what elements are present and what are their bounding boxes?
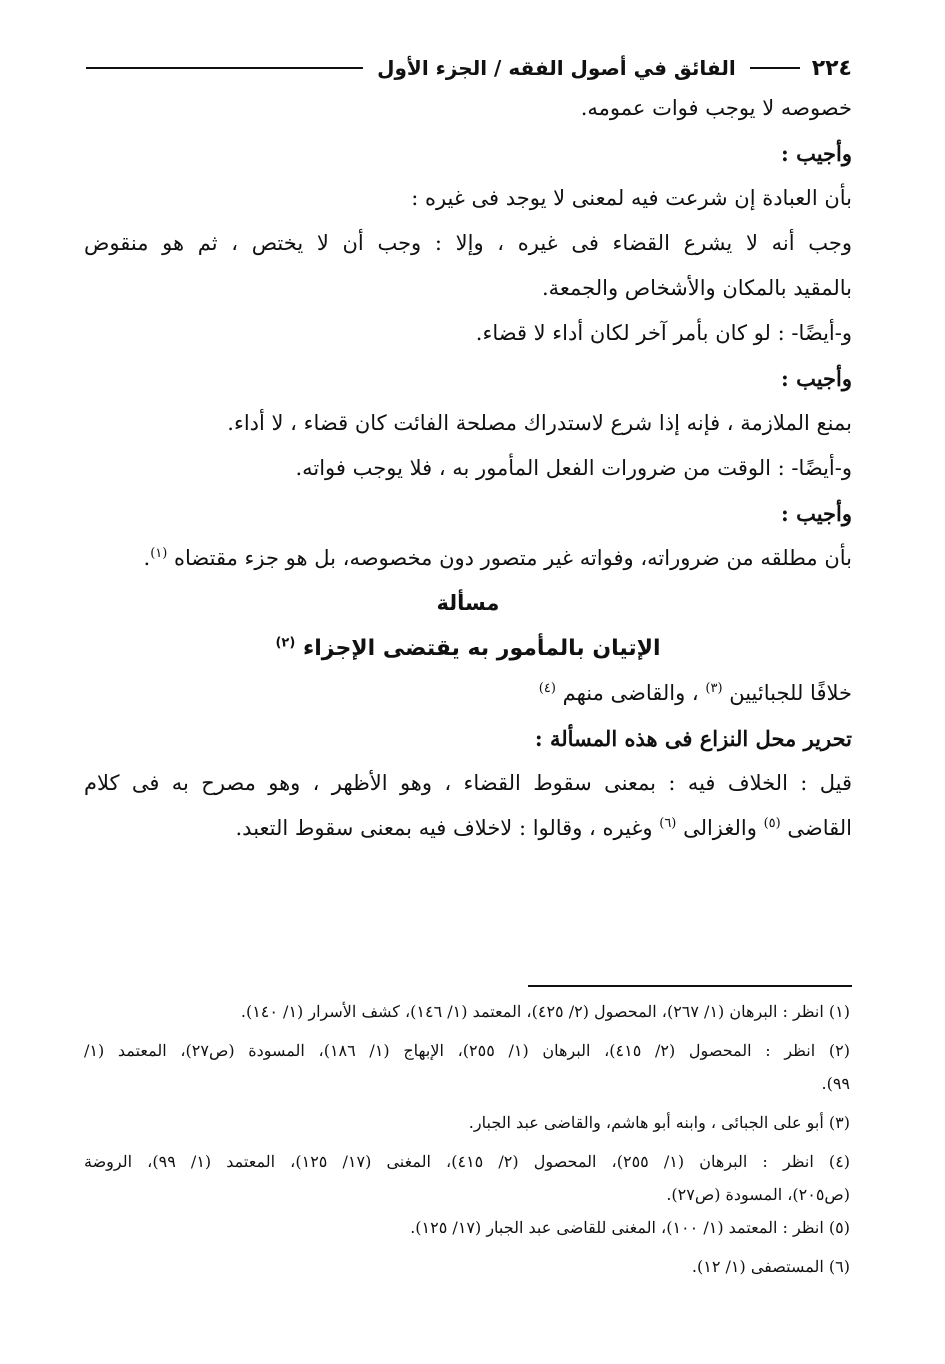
text-line: و-أيضًا- : الوقت من ضرورات الفعل المأمور به ، فلا يوجب فواته. <box>295 456 852 480</box>
text-line: تحرير محل النزاع فى هذه المسألة : <box>534 726 852 751</box>
text-line: قيل : الخلاف فيه : بمعنى سقوط القضاء ، وهو الأظهر ، وهو مصرح به فى كلام <box>84 771 852 795</box>
footnote: (١) انظر : البرهان (١/ ٢٦٧)، المحصول (٢/ ٤٢٥)، المعتمد (١/ ١٤٦)، كشف الأسرار (١/ ١٤٠). <box>240 1002 850 1021</box>
footnote-ref: (٦) <box>659 816 677 831</box>
text-line <box>84 806 852 851</box>
text-line <box>84 671 852 716</box>
footnote-ref: (٢) <box>275 635 296 651</box>
footnote-continuation: (ص٢٠٥)، المسودة (ص٢٧). <box>666 1185 850 1204</box>
text-span: وغيره ، وقالوا : لاخلاف فيه بمعنى سقوط التعبد. <box>235 816 653 840</box>
header-rule-right <box>750 67 800 69</box>
text-span: بأن مطلقه من ضروراته، وفواته غير متصور دون مخصوصه، بل هو جزء مقتضاه <box>174 546 852 570</box>
footnote-ref: (١) <box>150 546 168 561</box>
main-text <box>84 86 852 851</box>
text-span: والغزالى <box>683 816 757 840</box>
text-line: وأجيب : <box>781 366 852 391</box>
footnotes <box>84 995 850 1283</box>
footnote: (٦) المستصفى (١/ ١٢). <box>691 1257 850 1276</box>
footnote-ref: (٣) <box>705 681 723 696</box>
header-rule-left <box>86 67 363 69</box>
footnote: (٤) انظر : البرهان (١/ ٢٥٥)، المحصول (٢/ ٤١٥)، المغنى (١٧/ ١٢٥)، المعتمد (١/ ٩٩)، الروضة <box>84 1152 850 1171</box>
section-label: مسألة <box>436 591 500 615</box>
footnote-divider <box>528 985 852 987</box>
text-line: وأجيب : <box>781 141 852 166</box>
text-line: وجب أنه لا يشرع القضاء فى غيره ، وإلا : وجب أن لا يختص ، ثم هو منقوض <box>84 231 852 255</box>
text-line <box>84 536 852 581</box>
footnote: (٢) انظر : المحصول (٢/ ٤١٥)، البرهان (١/ ٢٥٥)، الإبهاج (١/ ١٨٦)، المسودة (ص٢٧)، المعتمد (١/ <box>84 1041 850 1060</box>
footnote: (٥) انظر : المعتمد (١/ ١٠٠)، المغنى للقاضى عبد الجبار (١٧/ ١٢٥). <box>410 1218 850 1237</box>
text-line: بالمقيد بالمكان والأشخاص والجمعة. <box>541 276 852 300</box>
text-line: وأجيب : <box>781 501 852 526</box>
text-line: بمنع الملازمة ، فإنه إذا شرع لاستدراك مصلحة الفائت كان قضاء ، لا أداء. <box>227 411 852 435</box>
footnote-continuation: ٩٩). <box>821 1074 850 1093</box>
footnote-ref: (٥) <box>763 816 781 831</box>
text-line: بأن العبادة إن شرعت فيه لمعنى لا يوجد فى غيره : <box>411 186 852 210</box>
footnote-ref: (٤) <box>538 681 556 696</box>
text-line: خصوصه لا يوجب فوات عمومه. <box>580 96 852 120</box>
section-heading <box>84 626 852 671</box>
text-span: ، والقاضى منهم <box>562 681 699 705</box>
page-number: ٢٢٤ <box>811 55 852 81</box>
text-span: القاضى <box>787 816 852 840</box>
running-header <box>82 48 852 88</box>
footnote: (٣) أبو على الجبائى ، وابنه أبو هاشم، والقاضى عبد الجبار. <box>468 1113 850 1132</box>
text-span: . <box>143 546 151 570</box>
book-title: الفائق في أصول الفقه / الجزء الأول <box>377 56 736 80</box>
text-line: و-أيضًا- : لو كان بأمر آخر لكان أداء لا قضاء. <box>475 321 852 345</box>
text-span: خلافًا للجبائيين <box>729 681 852 705</box>
heading-text: الإتيان بالمأمور به يقتضى الإجزاء <box>302 636 661 661</box>
